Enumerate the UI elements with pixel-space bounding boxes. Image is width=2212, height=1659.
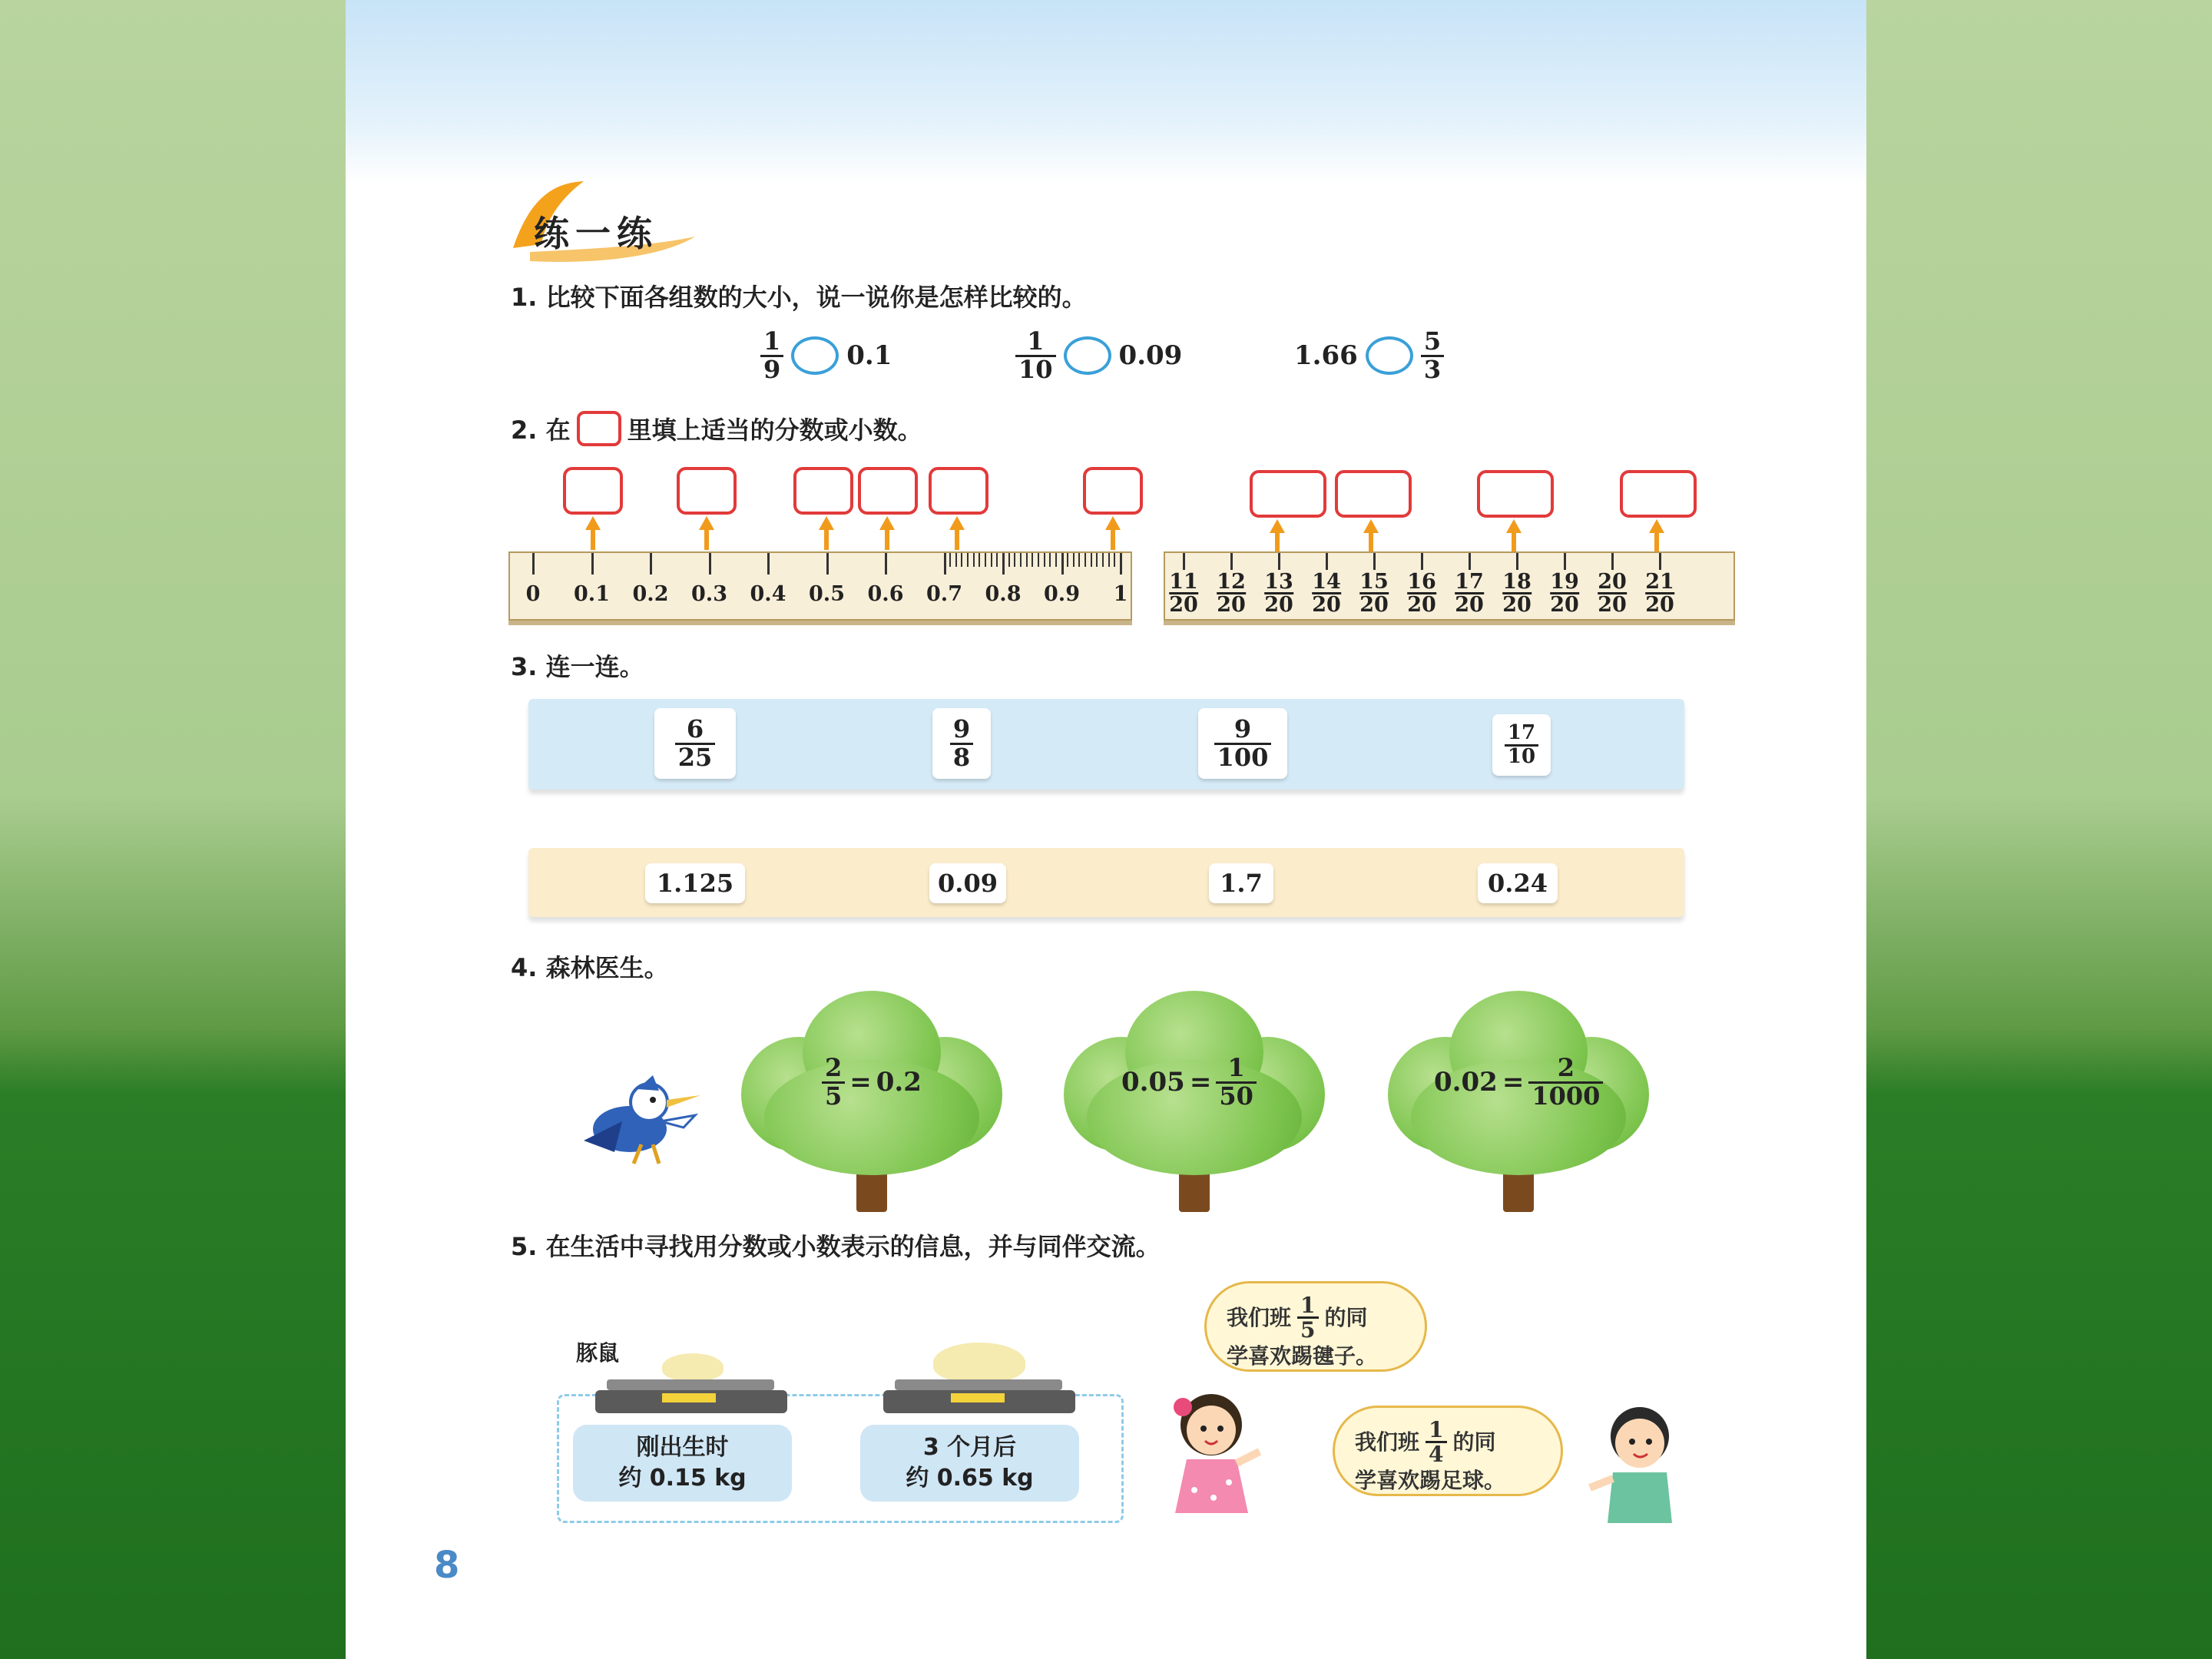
q1-item-3 bbox=[1294, 326, 1444, 384]
ruler-tick-label: 0.5 bbox=[809, 582, 845, 606]
answer-box[interactable] bbox=[1335, 470, 1412, 518]
tree-equation[interactable]: 0.05 = $\frac{1}{50}$ bbox=[1121, 1055, 1257, 1109]
ruler-tick bbox=[885, 553, 887, 575]
answer-box[interactable] bbox=[858, 467, 918, 515]
ruler-tick bbox=[1230, 553, 1233, 570]
fraction: $\frac{5}{3}$ bbox=[1421, 329, 1444, 382]
ruler-tick-label: 0.9 bbox=[1044, 582, 1080, 606]
ruler-fraction-label: 14 20 bbox=[1312, 570, 1341, 617]
q2-label-post: 里填上适当的分数或小数。 bbox=[627, 416, 922, 445]
hamster-icon bbox=[662, 1353, 724, 1381]
ruler-tick bbox=[1120, 553, 1122, 575]
decimal-value: 1.66 bbox=[1294, 340, 1358, 372]
tree-equation[interactable]: $\frac{2}{5}$ = 0.2 bbox=[822, 1055, 922, 1109]
decimal-card[interactable]: 0.24 bbox=[1478, 863, 1558, 903]
compare-circle[interactable] bbox=[1366, 336, 1413, 375]
ruler-tick bbox=[1611, 553, 1614, 570]
answer-box[interactable] bbox=[563, 467, 623, 515]
decimal-card[interactable]: 0.09 bbox=[929, 863, 1006, 903]
ruler-tick bbox=[1326, 553, 1328, 570]
ruler-tick bbox=[1002, 553, 1005, 575]
ruler-fraction bbox=[1164, 551, 1735, 621]
ruler-tick bbox=[1373, 553, 1376, 570]
decimal-card[interactable]: 1.125 bbox=[645, 863, 745, 903]
answer-box[interactable] bbox=[677, 467, 737, 515]
ruler-tick bbox=[944, 553, 946, 575]
ruler-minor-tick bbox=[1055, 553, 1057, 567]
tree-1 bbox=[741, 991, 1002, 1221]
example-box bbox=[577, 411, 621, 446]
ruler-tick bbox=[1278, 553, 1280, 570]
speech-bubble-1: 我们班 $\frac{1}{5}$ 的同 学喜欢踢毽子。 bbox=[1204, 1281, 1427, 1372]
ruler-minor-tick bbox=[1067, 553, 1068, 567]
fraction-card[interactable]: $\frac{17}{10}$ bbox=[1492, 714, 1551, 776]
ruler-tick-label: 0.4 bbox=[750, 582, 786, 606]
ruler-minor-tick bbox=[955, 553, 957, 567]
ruler-minor-tick bbox=[996, 553, 998, 567]
ruler-tick bbox=[1659, 553, 1661, 570]
decimal-value: 0.09 bbox=[1118, 340, 1183, 372]
ruler-minor-tick bbox=[1102, 553, 1104, 567]
ruler-minor-tick bbox=[1078, 553, 1080, 567]
ruler-minor-tick bbox=[1008, 553, 1010, 567]
ruler-fraction-label: 13 20 bbox=[1264, 570, 1293, 617]
textbook-page bbox=[346, 0, 1866, 1659]
ruler-minor-tick bbox=[1073, 553, 1075, 567]
ruler-tick bbox=[1183, 553, 1185, 570]
ruler-tick-label: 0.7 bbox=[926, 582, 962, 606]
ruler-tick-label: 1 bbox=[1113, 582, 1128, 606]
scale-display bbox=[951, 1393, 1005, 1402]
ruler-tick-label: 0.2 bbox=[632, 582, 669, 606]
ruler-tick bbox=[709, 553, 711, 575]
ruler-fraction-label: 11 20 bbox=[1169, 570, 1198, 617]
ruler-tick-label: 0.6 bbox=[867, 582, 904, 606]
answer-box[interactable] bbox=[793, 467, 853, 515]
question-1-label: 1. 比较下面各组数的大小，说一说你是怎样比较的。 bbox=[511, 283, 1087, 312]
compare-circle[interactable] bbox=[1064, 336, 1111, 375]
scale-icon bbox=[607, 1379, 774, 1390]
ruler-fraction-label: 21 20 bbox=[1645, 570, 1674, 617]
answer-box[interactable] bbox=[1083, 467, 1143, 515]
ruler-fraction-label: 12 20 bbox=[1217, 570, 1246, 617]
ruler-fraction-label: 19 20 bbox=[1550, 570, 1579, 617]
ruler-minor-tick bbox=[1096, 553, 1098, 567]
ruler-minor-tick bbox=[991, 553, 992, 567]
hamster-icon bbox=[933, 1343, 1025, 1382]
ruler-tick bbox=[1421, 553, 1423, 570]
fraction: $\frac{1}{9}$ bbox=[760, 329, 783, 382]
answer-box[interactable] bbox=[1620, 470, 1697, 518]
ruler-minor-tick bbox=[1084, 553, 1086, 567]
q1-item-2 bbox=[1015, 326, 1183, 384]
ruler-tick bbox=[532, 553, 535, 575]
ruler-minor-tick bbox=[1049, 553, 1051, 567]
ruler-tick-label: 0.8 bbox=[985, 582, 1022, 606]
q1-item-1 bbox=[760, 326, 892, 384]
scale-display bbox=[662, 1393, 716, 1402]
ruler-tick bbox=[650, 553, 652, 575]
fraction-card[interactable]: $\frac{6}{25}$ bbox=[654, 708, 736, 779]
ruler-tick bbox=[1516, 553, 1518, 570]
ruler-minor-tick bbox=[1108, 553, 1110, 567]
question-2-label bbox=[511, 411, 922, 446]
answer-box[interactable] bbox=[1477, 470, 1554, 518]
page-number: 8 bbox=[434, 1544, 460, 1587]
fraction: $\frac{1}{10}$ bbox=[1015, 329, 1056, 382]
question-5-label: 5. 在生活中寻找用分数或小数表示的信息，并与同伴交流。 bbox=[511, 1232, 1161, 1261]
ruler-minor-tick bbox=[1091, 553, 1092, 567]
ruler-minor-tick bbox=[949, 553, 951, 567]
tree-equation[interactable]: 0.02 = $\frac{2}{1000}$ bbox=[1434, 1055, 1603, 1109]
ruler-minor-tick bbox=[973, 553, 975, 567]
woodpecker-icon bbox=[568, 1068, 707, 1175]
ruler-fraction-label: 17 20 bbox=[1455, 570, 1484, 617]
ruler-minor-tick bbox=[979, 553, 980, 567]
tree-2 bbox=[1064, 991, 1325, 1221]
ruler-tick bbox=[826, 553, 829, 575]
ruler-decimal bbox=[508, 551, 1132, 621]
ruler-minor-tick bbox=[1044, 553, 1045, 567]
ruler-tick bbox=[1061, 553, 1064, 575]
q2-label-pre: 2. 在 bbox=[511, 416, 571, 445]
ruler-minor-tick bbox=[1114, 553, 1115, 567]
decimal-card[interactable]: 1.7 bbox=[1209, 863, 1273, 903]
ruler-tick bbox=[767, 553, 770, 575]
ruler-tick-label: 0.1 bbox=[574, 582, 610, 606]
ruler-tick bbox=[1469, 553, 1471, 570]
compare-circle[interactable] bbox=[791, 336, 839, 375]
ruler-fraction-label: 15 20 bbox=[1359, 570, 1389, 617]
scale-icon bbox=[895, 1379, 1062, 1390]
decimal-value: 0.1 bbox=[846, 340, 892, 372]
question-4-label: 4. 森林医生。 bbox=[511, 953, 669, 982]
speech-bubble-2: 我们班 $\frac{1}{4}$ 的同 学喜欢踢足球。 bbox=[1333, 1406, 1563, 1496]
ruler-minor-tick bbox=[961, 553, 962, 567]
ruler-tick-label: 0 bbox=[525, 582, 541, 606]
section-title: 练一练 bbox=[534, 213, 658, 254]
weight-card-1: 刚出生时 约 0.15 kg bbox=[573, 1425, 792, 1502]
ruler-minor-tick bbox=[1020, 553, 1022, 567]
ruler-tick-label: 0.3 bbox=[691, 582, 727, 606]
ruler-tick bbox=[591, 553, 594, 575]
ruler-fraction-label: 20 20 bbox=[1598, 570, 1627, 617]
tree-3 bbox=[1388, 991, 1649, 1221]
ruler-minor-tick bbox=[1026, 553, 1028, 567]
answer-box[interactable] bbox=[1250, 470, 1326, 518]
question-3-label: 3. 连一连。 bbox=[511, 652, 644, 681]
ruler-minor-tick bbox=[1038, 553, 1039, 567]
weight-card-2: 3 个月后 约 0.65 kg bbox=[860, 1425, 1079, 1502]
ruler-minor-tick bbox=[967, 553, 969, 567]
fraction-card[interactable]: $\frac{9}{8}$ bbox=[932, 708, 991, 779]
ruler-minor-tick bbox=[1014, 553, 1015, 567]
ruler-minor-tick bbox=[1031, 553, 1033, 567]
girl-icon bbox=[1164, 1390, 1263, 1528]
animal-label: 豚鼠 bbox=[576, 1340, 620, 1366]
answer-box[interactable] bbox=[929, 467, 988, 515]
boy-icon bbox=[1586, 1402, 1686, 1525]
ruler-fraction-label: 16 20 bbox=[1407, 570, 1436, 617]
ruler-fraction-label: 18 20 bbox=[1502, 570, 1532, 617]
ruler-tick bbox=[1564, 553, 1566, 570]
fraction-card[interactable]: $\frac{9}{100}$ bbox=[1198, 708, 1287, 779]
ruler-minor-tick bbox=[985, 553, 986, 567]
